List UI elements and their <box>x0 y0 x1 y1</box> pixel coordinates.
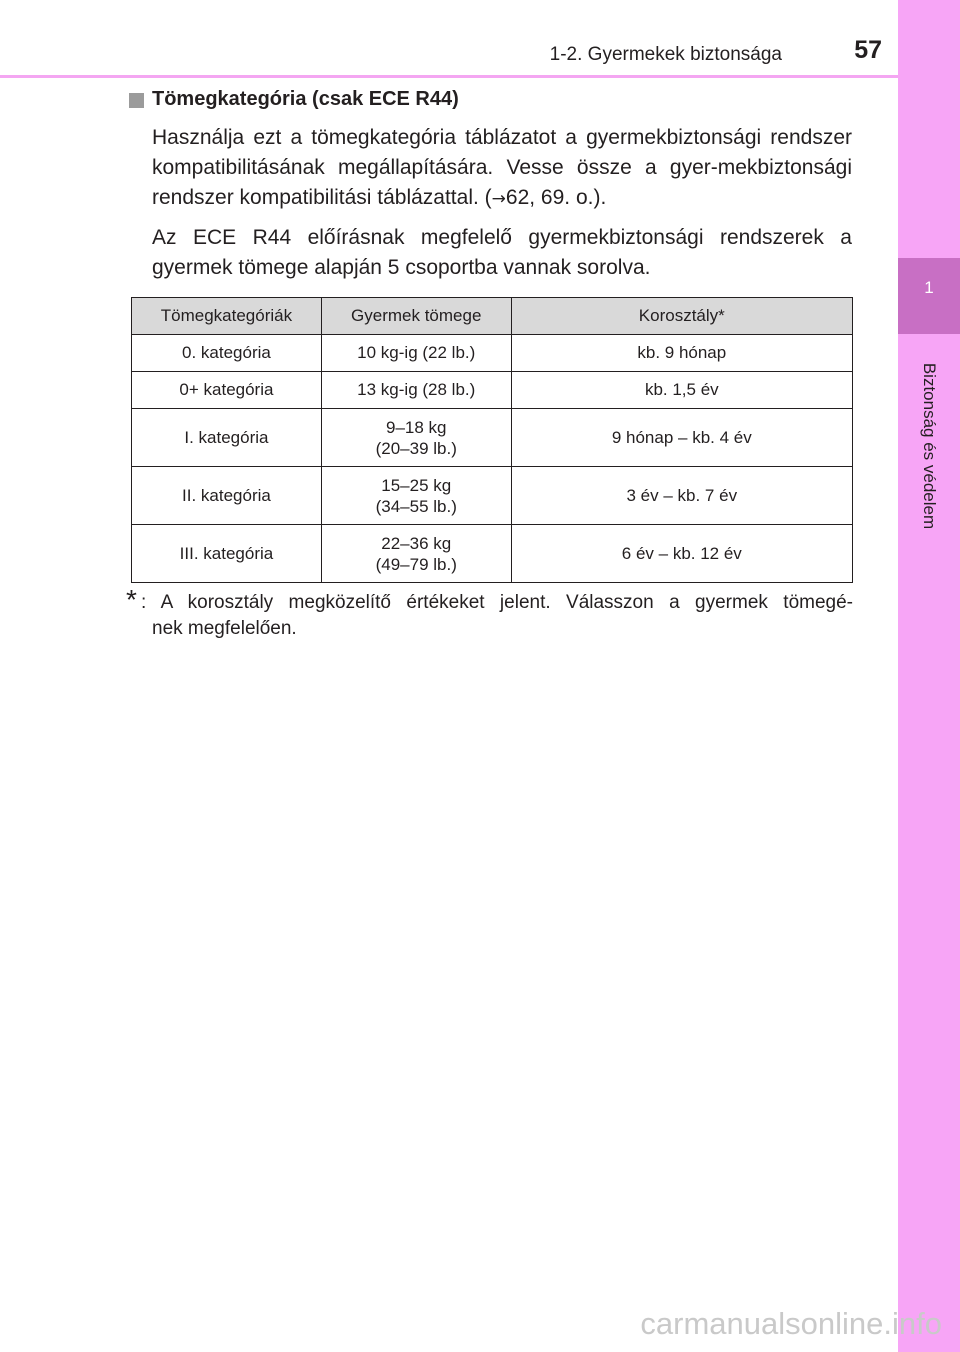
table-row <box>132 372 853 409</box>
reference-arrow-icon: → <box>491 189 506 209</box>
footnote <box>141 590 853 642</box>
weight-cell <box>321 467 511 525</box>
weight-kg: 15–25 kg <box>381 475 452 495</box>
table-row <box>132 335 853 372</box>
weight-lb: (49–79 lb.) <box>375 554 457 574</box>
chapter-number: 1 <box>924 278 934 297</box>
side-chapter-tab <box>898 0 960 1352</box>
weight-lb: (34–55 lb.) <box>375 496 457 516</box>
weight-lb: (20–39 lb.) <box>375 438 457 458</box>
column-header-category: Tömegkategóriák <box>132 298 322 335</box>
page-number: 57 <box>854 36 882 64</box>
footnote-line: : A korosztály megközelítő értékeket jelent. Válasszon a gyermek tömegé- <box>141 592 853 613</box>
table-header-row <box>132 298 853 335</box>
weight-cell: 13 kg-ig (28 lb.) <box>321 372 511 409</box>
footnote-asterisk: * <box>126 584 137 615</box>
table-row <box>132 525 853 583</box>
weight-cell <box>321 409 511 467</box>
header-divider <box>0 75 898 78</box>
age-cell: 9 hónap – kb. 4 év <box>511 409 852 467</box>
category-cell: I. kategória <box>132 409 322 467</box>
category-cell: III. kategória <box>132 525 322 583</box>
age-cell: 6 év – kb. 12 év <box>511 525 852 583</box>
classification-paragraph: Az ECE R44 előírásnak megfelelő gyermekbiztonsági rendszerek a gyermek tömege alapján 5 csoportba vannak sorolva. <box>152 226 852 279</box>
square-bullet-icon <box>129 93 144 108</box>
category-cell: 0+ kategória <box>132 372 322 409</box>
column-header-weight: Gyermek tömege <box>321 298 511 335</box>
weight-kg: 9–18 kg <box>385 417 447 437</box>
running-header-title: 1-2. Gyermekek biztonsága <box>549 44 782 65</box>
weight-category-table <box>131 297 853 583</box>
category-cell: II. kategória <box>132 467 322 525</box>
page-reference-link[interactable]: 62, 69. o.). <box>505 186 607 209</box>
watermark: carmanualsonline.info <box>640 1306 942 1341</box>
weight-kg: 22–36 kg <box>381 533 452 553</box>
weight-cell <box>321 525 511 583</box>
intro-text: Használja ezt a tömegkategória táblázatot a gyermekbiztonsági rendszer kompatibilitásának megállapítására. Vesse össze a gyer-mekbiztonsági rendszer kompatibilitási táblázattal. ( <box>152 126 852 209</box>
footnote-line: nek megfelelően. <box>152 618 297 639</box>
chapter-marker <box>898 258 960 334</box>
chapter-label: Biztonság és védelem <box>920 362 939 530</box>
section-title: Tömegkategória (csak ECE R44) <box>152 88 459 110</box>
intro-paragraph <box>152 123 852 214</box>
table-row <box>132 467 853 525</box>
age-cell: kb. 9 hónap <box>511 335 852 372</box>
age-cell: 3 év – kb. 7 év <box>511 467 852 525</box>
table-row <box>132 409 853 467</box>
category-cell: 0. kategória <box>132 335 322 372</box>
weight-cell: 10 kg-ig (22 lb.) <box>321 335 511 372</box>
age-cell: kb. 1,5 év <box>511 372 852 409</box>
column-header-age: Korosztály* <box>511 298 852 335</box>
